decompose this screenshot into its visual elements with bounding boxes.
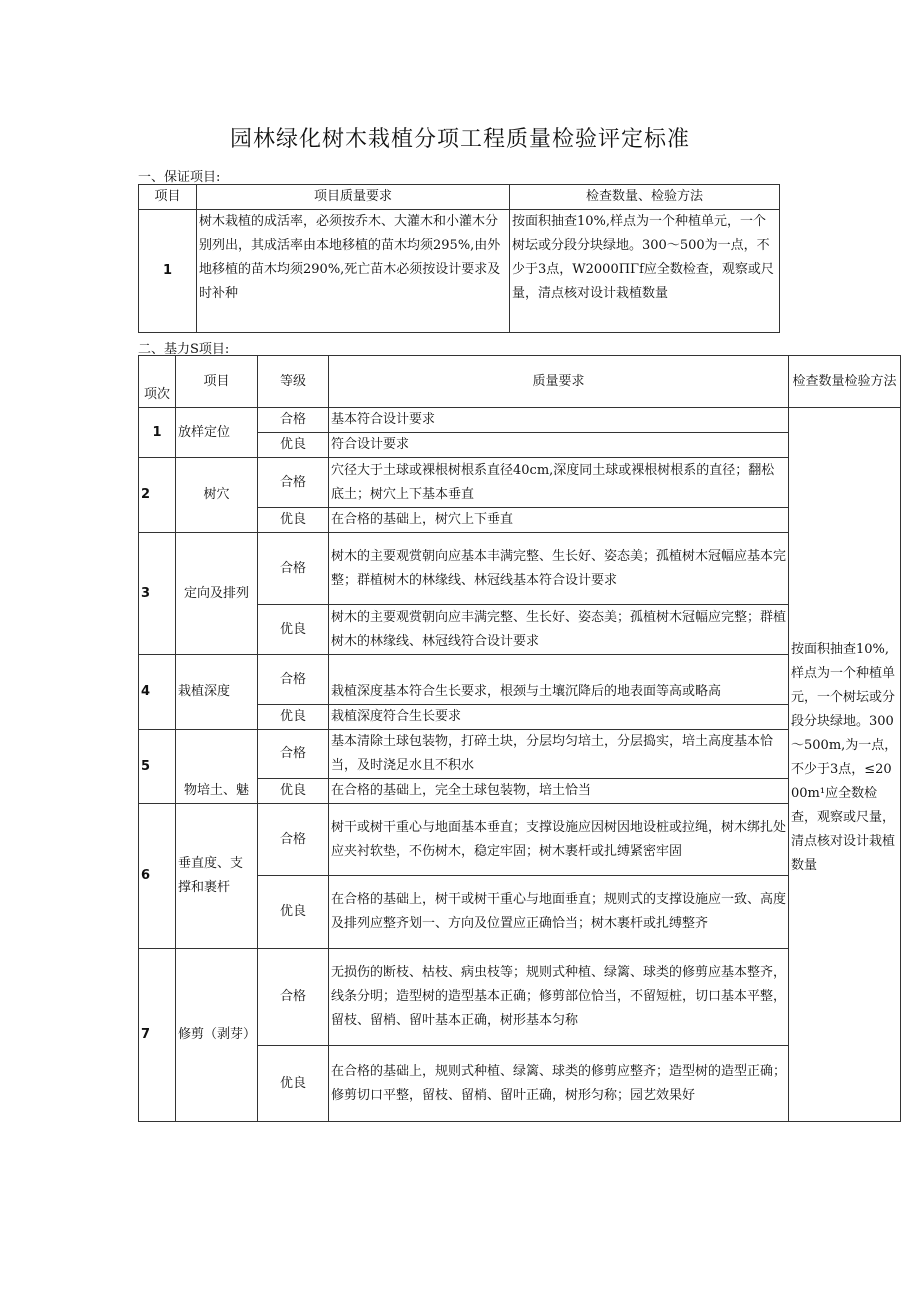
grade-good: 优良 (258, 508, 329, 533)
row-number: 2 (139, 458, 176, 533)
row-number: 6 (139, 804, 176, 949)
grade-pass: 合格 (258, 458, 329, 508)
section-guarantee-label: 一、保证项目: (138, 170, 221, 185)
table-row (139, 458, 901, 508)
grade-pass: 合格 (258, 655, 329, 705)
section-basic-label: 二、基力S项目: (138, 342, 230, 357)
grade-pass: 合格 (258, 804, 329, 876)
pass-requirement: 穴径大于土球或裸根树根系直径40cm,深度同土球或裸根树根系的直径；翻松底土；树穴上下基本垂直 (329, 458, 789, 508)
table-row (139, 655, 901, 705)
grade-pass: 合格 (258, 949, 329, 1046)
pass-requirement: 树木的主要观赏朝向应基本丰满完整、生长好、姿态美；孤植树木冠幅应基本完整；群植树木的林缘线、林冠线基本符合设计要求 (329, 533, 789, 605)
guarantee-header-row (139, 185, 780, 210)
guarantee-row-number: 1 (139, 210, 197, 333)
table-row (139, 730, 901, 779)
grade-good: 优良 (258, 876, 329, 949)
page-title: 园林绿化树木栽植分项工程质量检验评定标准 (229, 127, 690, 152)
row-item: 定向及排列 (176, 533, 258, 655)
grade-pass: 合格 (258, 730, 329, 779)
good-requirement: 栽植深度符合生长要求 (329, 705, 789, 730)
header-quality: 质量要求 (329, 356, 789, 408)
grade-pass: 合格 (258, 533, 329, 605)
row-item: 垂直度、支撑和裹杆 (176, 804, 258, 949)
header-method: 检查数量、检验方法 (510, 185, 780, 210)
grade-pass: 合格 (258, 408, 329, 433)
row-item: 放样定位 (176, 408, 258, 458)
table-row (139, 408, 901, 433)
guarantee-row (139, 210, 780, 333)
header-no: 项次 (139, 356, 176, 408)
grade-good: 优良 (258, 605, 329, 655)
table-row (139, 804, 901, 876)
pass-requirement: 树干或树干重心与地面基本垂直；支撑设施应因树因地设桩或拉绳，树木绑扎处应夹衬软垫，不伤树木，稳定牢固；树木裹杆或扎缚紧密牢固 (329, 804, 789, 876)
row-item: 树穴 (176, 458, 258, 533)
header-item: 项目 (176, 356, 258, 408)
pass-requirement: 无损伤的断枝、枯枝、病虫枝等；规则式种植、绿篱、球类的修剪应基本整齐，线条分明；造型树的造型基本正确；修剪部位恰当，不留短桩，切口基本平整，留枝、留梢、留叶基本正确，树形基本匀称 (329, 949, 789, 1046)
grade-good: 优良 (258, 433, 329, 458)
row-item: 栽植深度 (176, 655, 258, 730)
pass-requirement: 基本清除土球包装物，打碎土块，分层均匀培土，分层捣实，培土高度基本恰当，及时浇足水且不积水 (329, 730, 789, 779)
pass-requirement: 栽植深度基本符合生长要求，根颈与土壤沉降后的地表面等高或略高 (329, 655, 789, 705)
good-requirement: 在合格的基础上，完全土球包装物，培土恰当 (329, 779, 789, 804)
good-requirement: 符合设计要求 (329, 433, 789, 458)
header-grade: 等级 (258, 356, 329, 408)
good-requirement: 在合格的基础上，树干或树干重心与地面垂直；规则式的支撑设施应一致、高度及排列应整齐划一、方向及位置应正确恰当；树木裹杆或扎缚整齐 (329, 876, 789, 949)
row-number: 5 (139, 730, 176, 804)
good-requirement: 在合格的基础上，树穴上下垂直 (329, 508, 789, 533)
basic-method: 按面积抽查10%,样点为一个种植单元，一个树坛或分段分块绿地。300～500m,为一点，不少于3点，≤2000m¹应全数检查，观察或尺量，清点核对设计栽植数量 (789, 408, 901, 1122)
row-number: 1 (139, 408, 176, 458)
row-item: 修剪（剥芽） (176, 949, 258, 1122)
row-number: 7 (139, 949, 176, 1122)
basic-header-row (139, 356, 901, 408)
pass-requirement: 基本符合设计要求 (329, 408, 789, 433)
guarantee-method: 按面积抽查10%,样点为一个种植单元，一个树坛或分段分块绿地。300～500为一点，不少于3点，W2000ΠΓf应全数检查，观察或尺量，清点核对设计栽植数量 (510, 210, 780, 333)
table-row (139, 949, 901, 1046)
guarantee-table (138, 184, 780, 333)
good-requirement: 树木的主要观赏朝向应丰满完整、生长好、姿态美；孤植树木冠幅应完整；群植树木的林缘线、林冠线符合设计要求 (329, 605, 789, 655)
basic-items-table (138, 355, 901, 1122)
row-number: 4 (139, 655, 176, 730)
grade-good: 优良 (258, 705, 329, 730)
header-method: 检查数量检验方法 (789, 356, 901, 408)
row-item: 物培土、魅 (176, 730, 258, 804)
table-row (139, 533, 901, 605)
grade-good: 优良 (258, 1046, 329, 1122)
row-number: 3 (139, 533, 176, 655)
good-requirement: 在合格的基础上，规则式种植、绿篱、球类的修剪应整齐；造型树的造型正确；修剪切口平整，留枝、留梢、留叶正确，树形匀称；园艺效果好 (329, 1046, 789, 1122)
header-requirement: 项目质量要求 (197, 185, 510, 210)
grade-good: 优良 (258, 779, 329, 804)
header-item: 项目 (139, 185, 197, 210)
guarantee-requirement: 树木栽植的成活率，必须按乔木、大灌木和小灌木分别列出，其成活率由本地移植的苗木均须295%,由外地移植的苗木均须290%,死亡苗木必须按设计要求及时补种 (197, 210, 510, 333)
